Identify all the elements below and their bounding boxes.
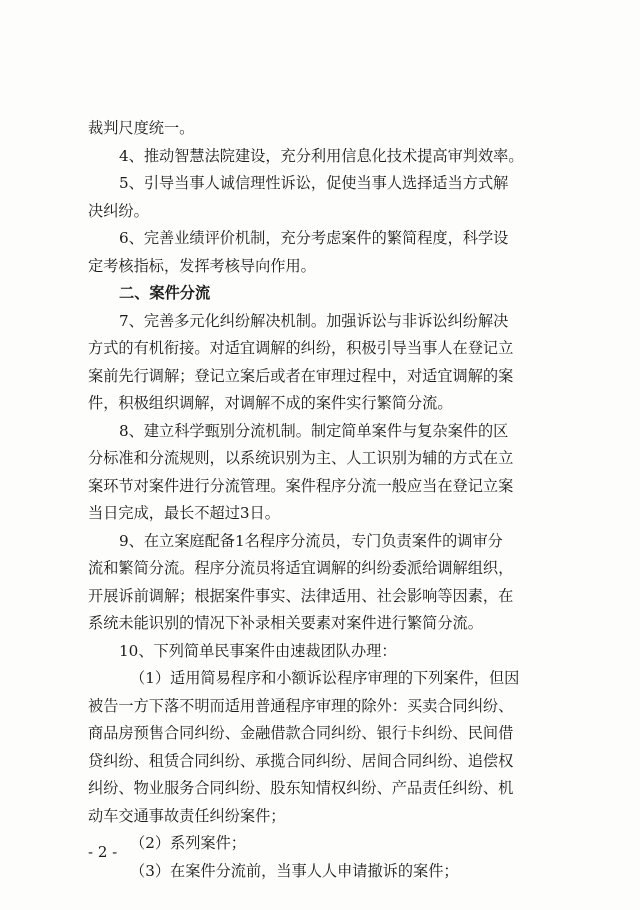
text-line: （3）在案件分流前，当事人人申请撤诉的案件； <box>130 861 459 880</box>
text-line: 6、完善业绩评价机制，充分考虑案件的繁简程度，科学设 <box>119 229 509 247</box>
text-line: 定考核指标，发挥考核导向作用。 <box>88 256 316 275</box>
text-line: 分标准和分流规则，以系统识别为主、人工识别为辅的方式在立 <box>88 449 514 467</box>
text-line: 商品房预售合同纠纷、金融借款合同纠纷、银行卡纠纷、民间借 <box>88 724 514 742</box>
text-line: 裁判尺度统一。 <box>88 119 195 137</box>
text-line: （2）系列案件； <box>130 834 246 852</box>
text-line: 系统未能识别的情况下补录相关要素对案件进行繁简分流。 <box>88 614 483 632</box>
text-line: 被告一方下落不明而适用普通程序审理的除外：买卖合同纠纷、 <box>88 696 514 715</box>
text-line: 当日完成，最长不超过3日。 <box>88 504 280 522</box>
page-number: - 2 - <box>88 843 118 861</box>
text-line: 4、推动智慧法院建设，充分利用信息化技术提高审判效率。 <box>119 146 524 165</box>
text-line: 纠纷、物业服务合同纠纷、股东知情权纠纷、产品责任纠纷、机 <box>88 779 514 797</box>
text-line: 5、引导当事人诚信理性诉讼，促使当事人选择适当方式解 <box>119 174 509 192</box>
text-line: 10、下列简单民事案件由速裁团队办理： <box>119 641 397 660</box>
text-line: 动车交通事故责任纠纷案件； <box>88 806 286 825</box>
text-line: 流和繁简分流。程序分流员将适宜调解的纠纷委派给调解组织， <box>88 559 514 577</box>
document-body <box>88 115 564 885</box>
text-line: （1）适用简易程序和小额诉讼程序审理的下列案件，但因 <box>130 669 520 687</box>
text-line: 案环节对案件进行分流管理。案件程序分流一般应当在登记立案 <box>88 476 514 495</box>
section-heading: 二、案件分流 <box>119 284 211 302</box>
text-line: 方式的有机衔接。对适宜调解的纠纷，积极引导当事人在登记立 <box>88 339 514 357</box>
text-line: 8、建立科学甄别分流机制。制定简单案件与复杂案件的区 <box>119 421 509 440</box>
text-line: 9、在立案庭配备1名程序分流员，专门负责案件的调审分 <box>119 531 503 550</box>
text-line: 开展诉前调解；根据案件事实、法律适用、社会影响等因素，在 <box>88 586 514 605</box>
text-line: 决纠纷。 <box>88 201 149 220</box>
text-line: 贷纠纷、租赁合同纠纷、承揽合同纠纷、居间合同纠纷、追偿权 <box>88 751 514 770</box>
text-line: 7、完善多元化纠纷解决机制。加强诉讼与非诉讼纠纷解决 <box>119 311 509 330</box>
text-line: 件，积极组织调解，对调解不成的案件实行繁简分流。 <box>88 394 453 412</box>
text-line: 案前先行调解；登记立案后或者在审理过程中，对适宜调解的案 <box>88 366 514 385</box>
